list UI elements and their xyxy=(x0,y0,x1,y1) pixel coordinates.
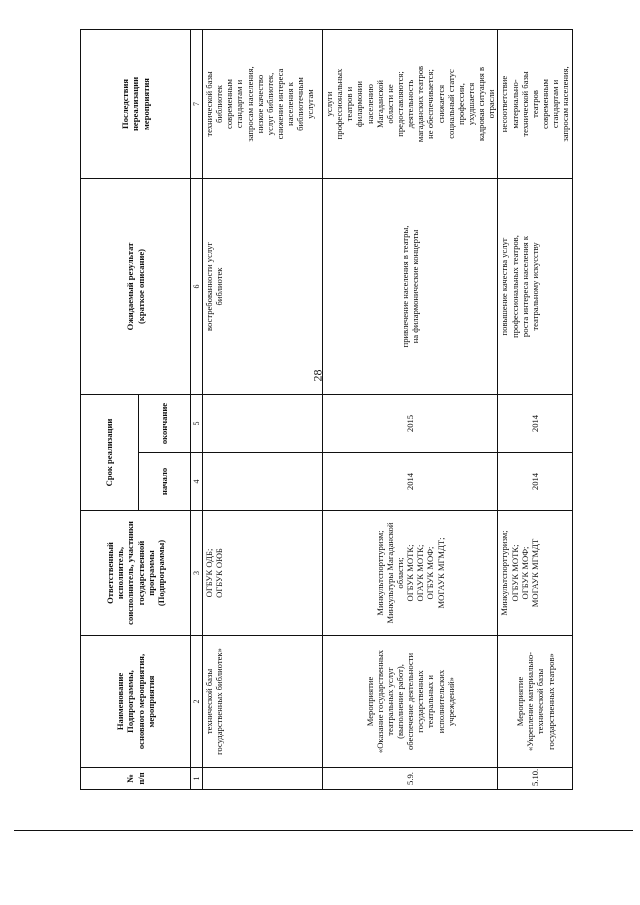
row-consequences: технической базы библиотек современным стандартам и запросам населения, низкое качество услуг библиотек, снижение интереса населения к библиотечным услугам xyxy=(203,29,323,178)
row-start: 2014 xyxy=(323,453,498,511)
table-row xyxy=(323,29,498,789)
header-start: начало xyxy=(139,453,191,511)
page-number: 28 xyxy=(310,369,325,382)
row-start xyxy=(203,453,323,511)
row-num: 5.9. xyxy=(323,768,498,790)
column-number: 5 xyxy=(191,394,203,452)
column-number: 6 xyxy=(191,178,203,394)
column-number: 3 xyxy=(191,511,203,636)
row-name: технической базы государственных библиотек» xyxy=(203,636,323,768)
row-consequences: услуги профессиональных театров и филармонии населению Магаданской области не предоставляются; деятельность магаданских театров не обеспечивается; снижается социальный статус профессии, ухудшается кадровая ситуация в отрасли xyxy=(323,29,498,178)
header-name: Наименование Подпрограммы, основного мероприятия, мероприятия xyxy=(81,636,191,768)
column-number: 4 xyxy=(191,453,203,511)
row-end: 2015 xyxy=(323,394,498,452)
row-result: привлечение населения в театры, на филармонические концерты xyxy=(323,178,498,394)
column-number: 1 xyxy=(191,768,203,790)
column-number: 7 xyxy=(191,29,203,178)
header-end: окончание xyxy=(139,394,191,452)
row-end xyxy=(203,394,323,452)
header-row-1 xyxy=(81,29,139,789)
row-result: повышение качества услуг профессиональных театров, роста интереса населения к театральному искусству xyxy=(498,178,573,394)
row-num xyxy=(203,768,323,790)
column-number: 2 xyxy=(191,636,203,768)
table-row xyxy=(203,29,323,789)
table-row xyxy=(498,29,573,789)
row-name: Мероприятие «Укрепление материально- технической базы государственных театров» xyxy=(498,636,573,768)
row-consequences: несоответствие материально- технической базы театров современным стандартам и запросам населения, xyxy=(498,29,573,178)
row-result: востребованности услуг библиотек xyxy=(203,178,323,394)
row-executor: Минкультспорттуризм; ОГБУК МОТК; ОГБУК МОФ; МОГАУК МГМДТ xyxy=(498,511,573,636)
row-start: 2014 xyxy=(498,453,573,511)
activities-table xyxy=(80,29,573,790)
header-period: Срок реализации xyxy=(81,394,139,510)
table-rotator xyxy=(80,30,571,790)
row-end: 2014 xyxy=(498,394,573,452)
column-number-row xyxy=(191,29,203,789)
row-executor: ОГБУК ОДБ; ОГБУК ОЮБ xyxy=(203,511,323,636)
header-num: № п/п xyxy=(81,768,191,790)
row-name: Мероприятие «Оказание государственных театральных услуг (выполнение работ), обеспечение деятельности государственных театральных и исполнительских учреждений» xyxy=(323,636,498,768)
row-num: 5.10. xyxy=(498,768,573,790)
header-executor: Ответственный исполнитель, соисполнитель, участники государственной программы (Подпрограммы) xyxy=(81,511,191,636)
header-result: Ожидаемый результат (краткое описание) xyxy=(81,178,191,394)
bottom-rule xyxy=(14,830,633,831)
header-consequences: Последствия нереализации мероприятия xyxy=(81,29,191,178)
row-executor: Минкультспорттуризм; Минкультуры Магаданской области; ОГБУК МОТК; ОГАУК МОТК; ОГБУК МОФ; МОГАУК МГМДТ; xyxy=(323,511,498,636)
rotated-table-frame xyxy=(80,30,571,790)
